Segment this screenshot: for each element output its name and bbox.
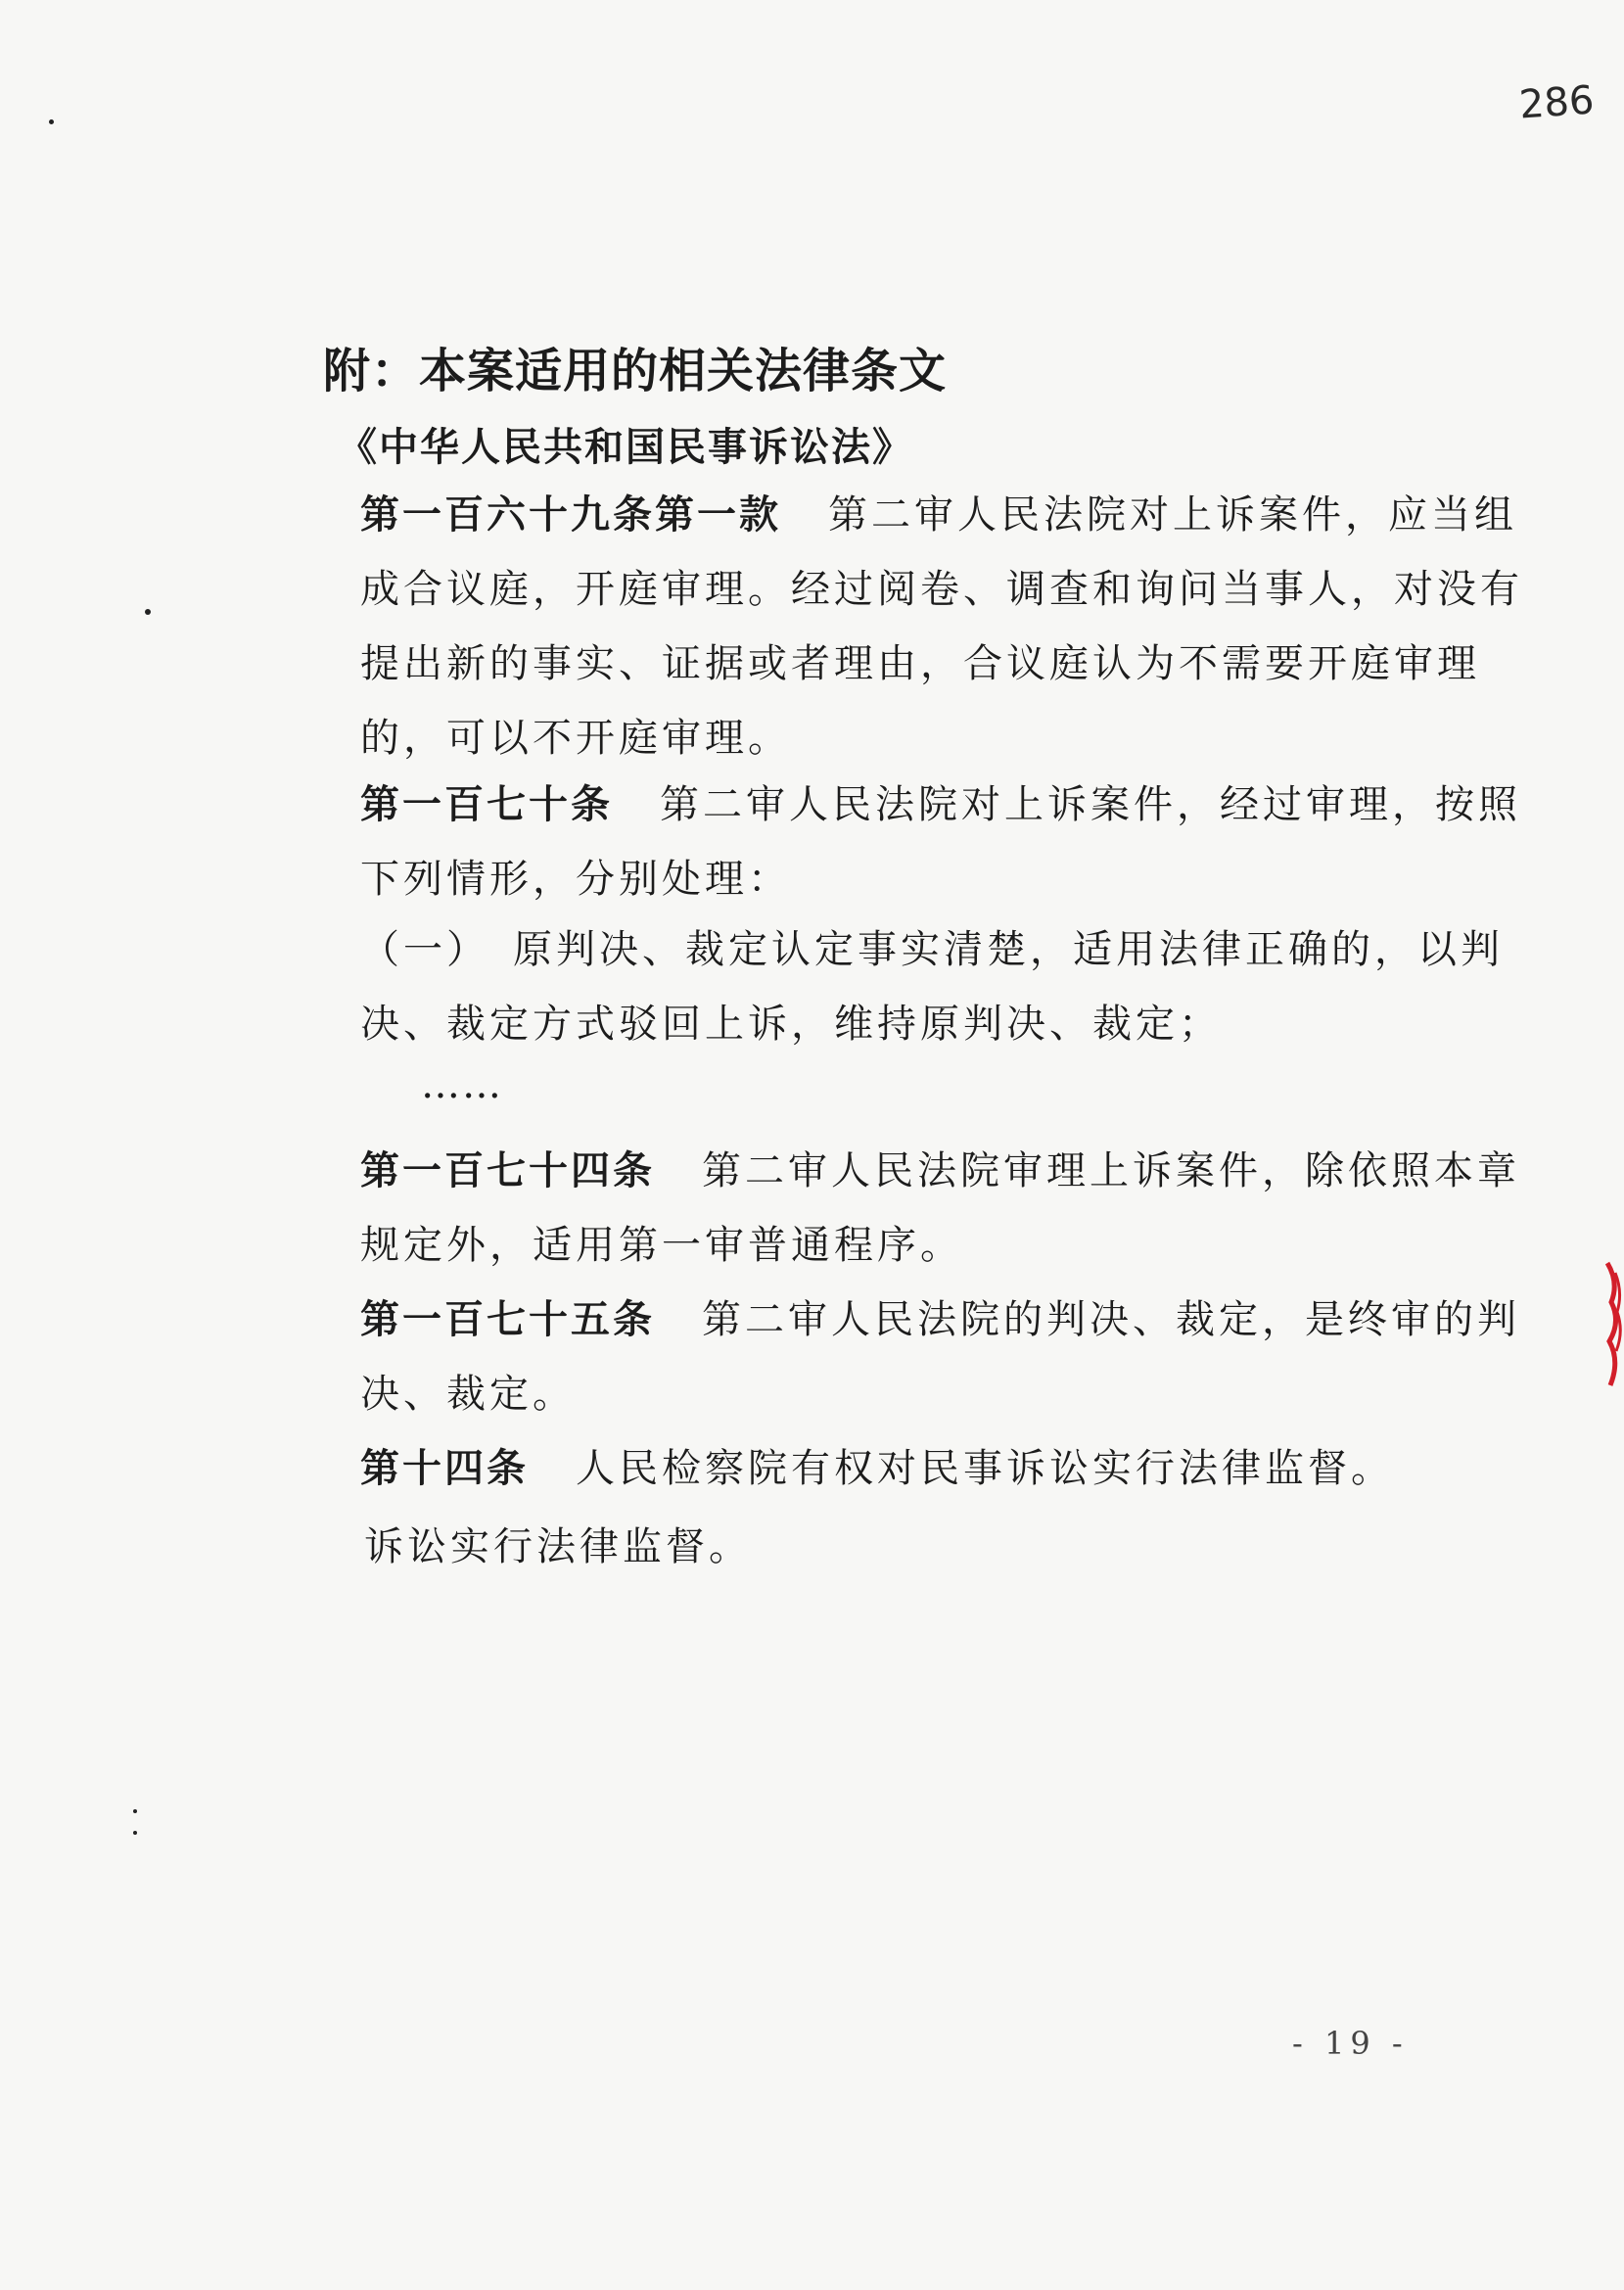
seal-stamp-edge — [1605, 1253, 1624, 1400]
article-text: 第二审人民法院对上诉案件，经过审理，按照下列情形，分别处理： — [360, 782, 1521, 902]
article-label: 第一百七十五条 — [360, 1297, 655, 1342]
omission-ellipsis: …… — [421, 1062, 503, 1107]
item-label: （一） — [360, 927, 489, 972]
handwritten-page-number: 286 — [1517, 77, 1596, 128]
article-label: 第十四条 — [360, 1446, 529, 1491]
trailing-line: 诉讼实行法律监督。 — [364, 1524, 752, 1569]
article-text: 第二审人民法院对上诉案件，应当组成合议庭，开庭审理。经过阅卷、调查和询问当事人，对没有提出新的事实、证据或者理由，合议庭认为不需要开庭审理的，可以不开庭审理。 — [360, 492, 1523, 761]
scan-speck — [133, 1831, 137, 1835]
law-title: 《中华人民共和国民事诉讼法》 — [338, 425, 913, 470]
scan-speck — [145, 609, 151, 615]
article-text: 第二审人民法院审理上诉案件，除依照本章规定外，适用第一审普通程序。 — [360, 1148, 1520, 1268]
article-label: 第一百七十条 — [360, 782, 613, 827]
item-text: 原判决、裁定认定事实清楚，适用法律正确的，以判决、裁定方式驳回上诉，维持原判决、裁定； — [360, 927, 1504, 1047]
article-14 — [278, 1431, 1535, 1506]
article-175 — [278, 1283, 1535, 1431]
page-number: - 19 - — [1292, 2025, 1409, 2062]
article-170-item-1 — [278, 912, 1535, 1061]
article-170 — [278, 768, 1535, 916]
article-label: 第一百七十四条 — [360, 1148, 655, 1193]
article-text: 第二审人民法院的判决、裁定，是终审的判决、裁定。 — [360, 1297, 1520, 1417]
article-label: 第一百六十九条第一款 — [360, 492, 781, 537]
article-169 — [278, 478, 1535, 775]
appendix-heading: 附：本案适用的相关法律条文 — [323, 344, 948, 398]
scan-speck — [133, 1809, 137, 1813]
article-174 — [278, 1134, 1535, 1283]
scan-speck — [49, 119, 54, 124]
article-text: 人民检察院有权对民事诉讼实行法律监督。 — [576, 1446, 1394, 1491]
